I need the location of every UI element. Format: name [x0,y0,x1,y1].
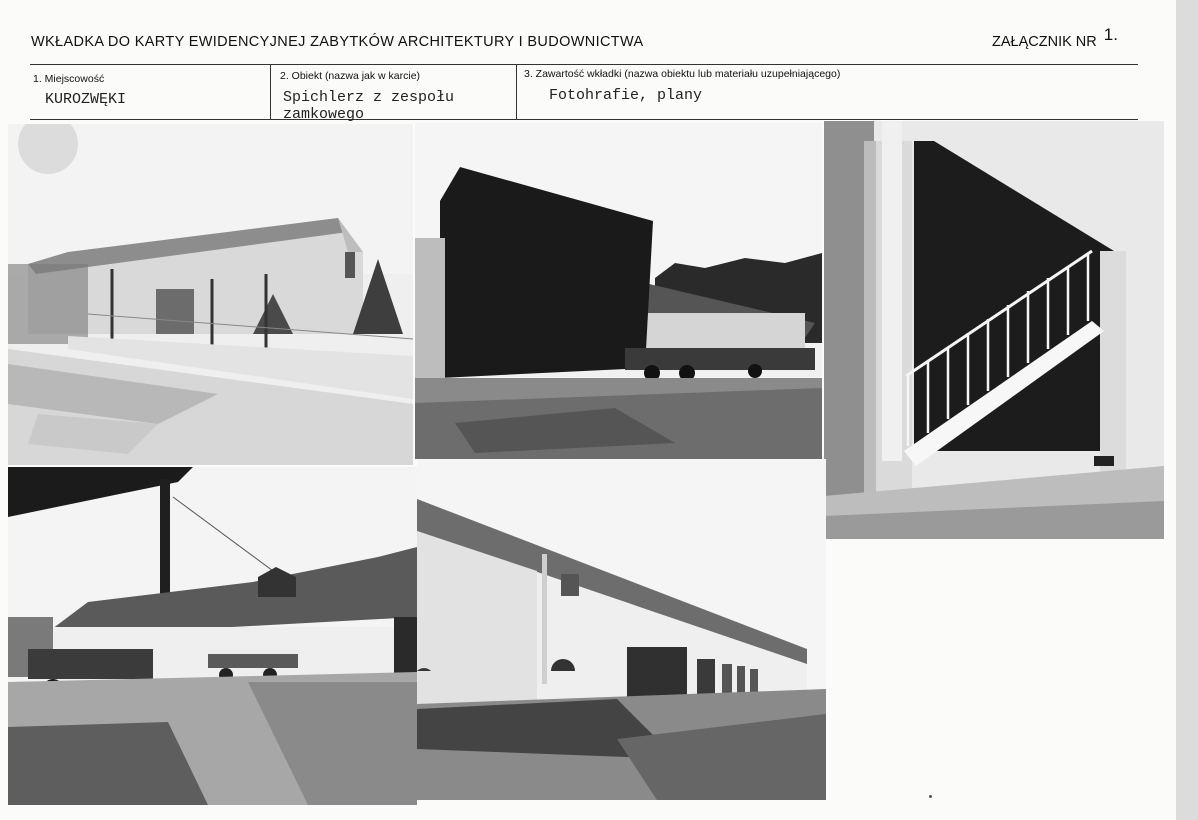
photo-staircase-image [824,121,1164,539]
locality-label: 1. Miejscowość [33,73,105,85]
photo-granary-wall-image [417,459,826,800]
document-title: WKŁADKA DO KARTY EWIDENCYJNEJ ZABYTKÓW ARCHITEKTURY I BUDOWNICTWA [31,34,644,50]
locality-value: KUROZWĘKI [45,91,127,108]
photo-dark-tower [415,123,822,459]
photo-granary-gable-image [8,124,413,465]
photo-dark-tower-image [415,123,822,459]
photo-granary-wall [417,459,826,800]
annex-number: 1. [1103,25,1118,44]
photo-courtyard-trailers [8,467,417,805]
annex-heading [992,25,1118,51]
field-divider-2 [516,65,517,119]
header-top-rule [30,64,1138,65]
photo-courtyard-trailers-image [8,467,417,805]
annex-label: ZAŁĄCZNIK NR [992,34,1097,50]
object-value: Spichlerz z zespołu zamkowego [283,89,455,123]
scan-speck [929,795,932,798]
contents-label: 3. Zawartość wkładki (nazwa obiektu lub materiału uzupełniającego) [524,68,841,80]
photo-granary-gable [8,124,413,465]
photo-staircase [824,121,1164,539]
header-bottom-rule [30,119,1138,120]
field-divider-1 [270,65,271,119]
scan-edge [1176,0,1198,820]
contents-value: Fotohrafie, plany [549,87,703,104]
object-label: 2. Obiekt (nazwa jak w karcie) [280,70,421,82]
